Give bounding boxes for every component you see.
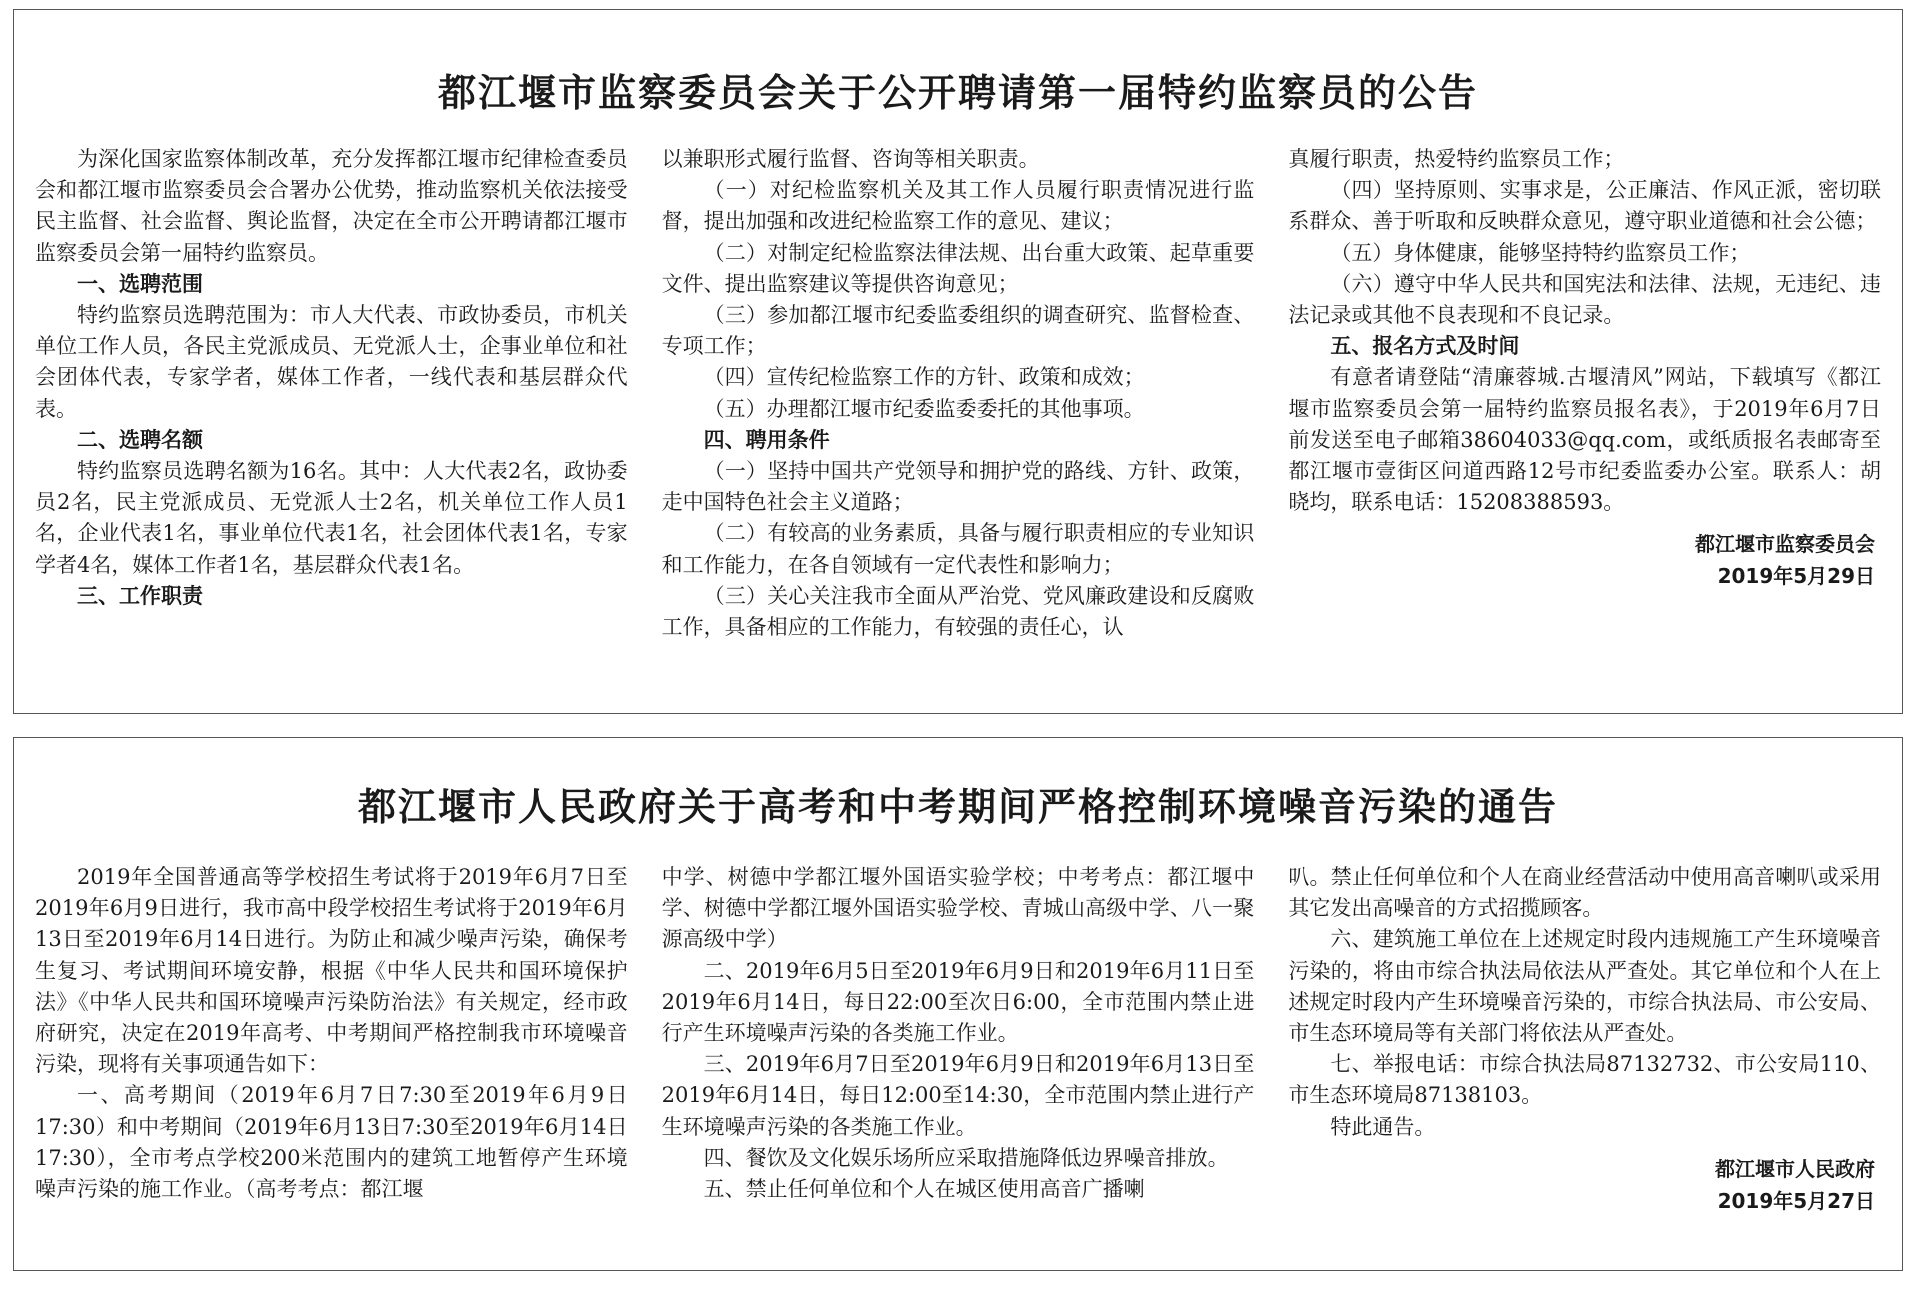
section-heading: 四、聘用条件 [703, 427, 830, 452]
section-paragraph: 一、高考期间（2019年6月7日7:30至2019年6月9日17:30）和中考期间（2019年6月13日7:30至2019年6月14日17:30），全市考点学校200米范围内的建筑工地暂停产生环境噪声污染的施工作业。（高考考点：都江堰 [35, 1083, 628, 1202]
section-paragraph: 七、举报电话：市综合执法局87132732、市公安局110、市生态环境局87138103。 [1288, 1052, 1882, 1108]
notice-title: 都江堰市人民政府关于高考和中考期间严格控制环境噪音污染的通告 [357, 784, 1558, 829]
list-item: （二）有较高的业务素质，具备与履行职责相应的专业知识和工作能力，在各自领域有一定代表性和影响力； [661, 521, 1255, 577]
column-3 [1288, 862, 1881, 1217]
list-item: （四）坚持原则、实事求是，公正廉洁、作风正派，密切联系群众、善于听取和反映群众意见，遵守职业道德和社会公德； [1288, 178, 1882, 234]
section-paragraph: 六、建筑施工单位在上述规定时段内违规施工产生环境噪音污染的，将由市综合执法局依法从严查处。其它单位和个人在上述规定时段内产生环境噪音污染的，市综合执法局、市公安局、市生态环境局等有关部门将依法从严查处。 [1288, 927, 1882, 1046]
section-heading: 五、报名方式及时间 [1330, 334, 1520, 359]
list-item: （五）办理都江堰市纪委监委委托的其他事项。 [703, 396, 1145, 421]
list-item: （二）对制定纪检监察法律法规、出台重大政策、起草重要文件、提出监察建议等提供咨询意见； [661, 240, 1255, 296]
signer: 都江堰市人民政府 [1715, 1156, 1876, 1181]
signature-date: 2019年5月27日 [1717, 1188, 1876, 1213]
list-item: （五）身体健康，能够坚持特约监察员工作； [1330, 240, 1751, 265]
closing-line: 特此通告。 [1330, 1114, 1436, 1139]
signer: 都江堰市监察委员会 [1695, 532, 1876, 557]
list-item: （四）宣传纪检监察工作的方针、政策和成效； [703, 365, 1145, 390]
list-item: （三）关心关注我市全面从严治党、党风廉政建设和反腐败工作，具备相应的工作能力，有较强的责任心，认 [661, 583, 1255, 640]
section-heading: 三、工作职责 [77, 583, 203, 608]
list-item: （一）对纪检监察机关及其工作人员履行职责情况进行监督，提出加强和改进纪检监察工作的意见、建议； [661, 178, 1255, 234]
column-2 [662, 862, 1255, 1217]
section-paragraph: 有意者请登陆“清廉蓉城.古堰清风”网站，下载填写《都江堰市监察委员会第一届特约监察员报名表》，于2019年6月7日前发送至电子邮箱38604033@qq.com，或纸质报名表邮寄至都江堰市壹街区问道西路12号市纪委监委办公室。联系人：胡晓均，联系电话：15208388593。 [1288, 365, 1882, 515]
intro-paragraph: 2019年全国普通高等学校招生考试将于2019年6月7日至2019年6月9日进行，我市高中段学校招生考试将于2019年6月13日至2019年6月14日进行。为防止和减少噪声污染，确保考生复习、考试期间环境安静，根据《中华人民共和国环境保护法》《中华人民共和国环境噪声污染防治法》有关规定，经市政府研究，决定在2019年高考、中考期间严格控制我市环境噪音污染，现将有关事项通告如下： [35, 865, 628, 1077]
intro-paragraph: 为深化国家监察体制改革，充分发挥都江堰市纪律检查委员会和都江堰市监察委员会合署办公优势，推动监察机关依法接受民主监督、社会监督、舆论监督，决定在全市公开聘请都江堰市监察委员会第一届特约监察员。 [35, 147, 628, 265]
section-paragraph: 特约监察员选聘范围为：市人大代表、市政协委员，市机关单位工作人员，各民主党派成员、无党派人士，企事业单位和社会团体代表，专家学者，媒体工作者，一线代表和基层群众代表。 [35, 303, 628, 421]
section-paragraph: 中学、树德中学都江堰外国语实验学校；中考考点：都江堰中学、树德中学都江堰外国语实验学校、青城山高级中学、八一聚源高级中学） [661, 865, 1255, 952]
section-paragraph: 二、2019年6月5日至2019年6月9日和2019年6月11日至2019年6月14日，每日22:00至次日6:00，全市范围内禁止进行产生环境噪声污染的各类施工作业。 [661, 958, 1255, 1046]
column-1 [35, 144, 628, 643]
notice-columns [35, 144, 1881, 643]
list-item: （三）参加都江堰市纪委监委组织的调查研究、监督检查、专项工作； [661, 303, 1255, 359]
column-3 [1288, 144, 1881, 643]
column-2 [662, 144, 1255, 643]
list-item: 真履行职责，热爱特约监察员工作； [1288, 147, 1625, 171]
notice-columns [35, 862, 1881, 1217]
list-item: （六）遵守中华人民共和国宪法和法律、法规，无违纪、违法记录或其他不良表现和不良记录。 [1288, 271, 1882, 328]
notice-title: 都江堰市监察委员会关于公开聘请第一届特约监察员的公告 [437, 70, 1478, 115]
signature-date: 2019年5月29日 [1717, 564, 1876, 589]
section-paragraph: 特约监察员选聘名额为16名。其中：人大代表2名，政协委员2名，民主党派成员、无党派人士2名，机关单位工作人员1名，企业代表1名，事业单位代表1名，社会团体代表1名，专家学者4名，媒体工作者1名，基层群众代表1名。 [35, 459, 628, 577]
section-paragraph: 以兼职形式履行监督、咨询等相关职责。 [661, 147, 1040, 171]
section-paragraph: 三、2019年6月7日至2019年6月9日和2019年6月13日至2019年6月14日，每日12:00至14:30，全市范围内禁止进行产生环境噪声污染的各类施工作业。 [661, 1052, 1255, 1139]
section-paragraph: 四、餐饮及文化娱乐场所应采取措施降低边界噪音排放。 [703, 1145, 1229, 1170]
supervisor-recruitment-notice [13, 9, 1903, 714]
section-paragraph: 叭。禁止任何单位和个人在商业经营活动中使用高音喇叭或采用其它发出高噪音的方式招揽顾客。 [1288, 865, 1882, 921]
list-item: （一）坚持中国共产党领导和拥护党的路线、方针、政策，走中国特色社会主义道路； [661, 459, 1255, 515]
section-heading: 一、选聘范围 [77, 271, 203, 296]
column-1 [35, 862, 628, 1217]
noise-control-notice [13, 737, 1903, 1271]
section-paragraph: 五、禁止任何单位和个人在城区使用高音广播喇 [703, 1177, 1145, 1202]
section-heading: 二、选聘名额 [77, 427, 203, 452]
